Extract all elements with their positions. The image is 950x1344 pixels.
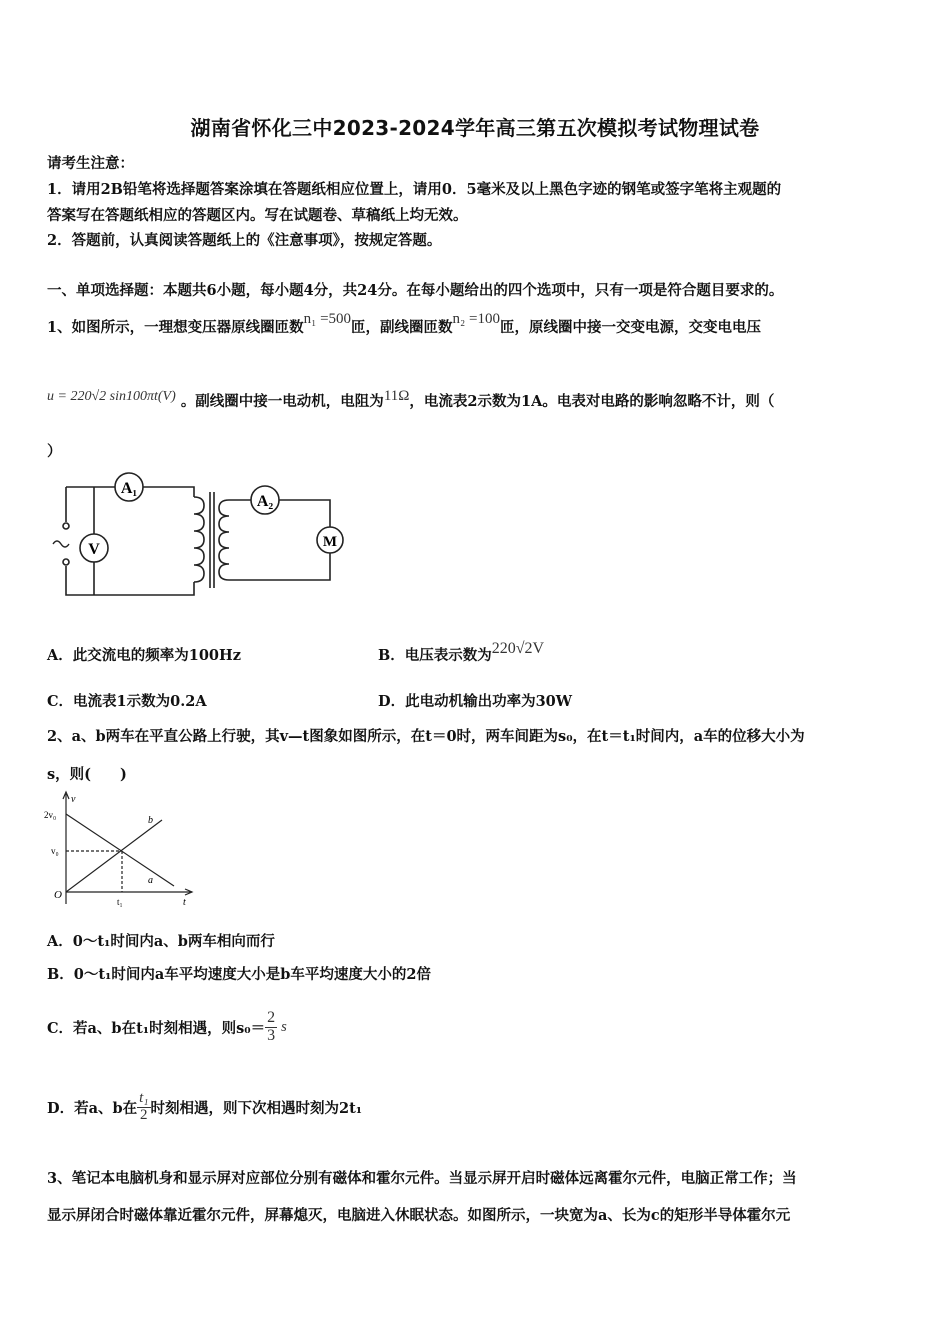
q2-option-d-num: t₁ (139, 1089, 149, 1106)
page-title: 湖南省怀化三中2023-2024学年高三第五次模拟考试物理试卷 (190, 116, 760, 140)
q2-option-c-suffix: s (281, 1018, 287, 1035)
q1-text-part5: ，电流表2示数为1A。电表对电路的影响忽略不计，则（ (409, 393, 775, 410)
q1-formula: u = 220√2 sin100πt(V) (47, 389, 176, 404)
tick-2v0: 2v₀ (44, 810, 57, 820)
q1-option-d: D．此电动机输出功率为30W (378, 693, 573, 710)
q1-n1: n₁ =500 (303, 311, 352, 327)
notice-line-1: 1．请用2B铅笔将选择题答案涂填在答题纸相应位置上，请用0．5毫米及以上黑色字迹的钢笔或签字笔将主观题的 (47, 181, 782, 198)
tick-v0: v₀ (51, 846, 59, 856)
q2-option-d-text: D．若a、b在 (47, 1099, 138, 1117)
ammeter-1-label: A₁ (120, 480, 138, 497)
q2-option-c-text: C．若a、b在t₁时刻相遇，则s₀＝ (47, 1019, 266, 1037)
section-heading: 一、单项选择题：本题共6小题，每小题4分，共24分。在每小题给出的四个选项中，只有一项是符合题目要求的。 (47, 282, 784, 299)
q1-option-b (378, 640, 545, 665)
q2-option-d (47, 1084, 362, 1130)
q2-option-d-den: 2 (140, 1106, 148, 1123)
q1-line-2 (47, 390, 774, 411)
q2-option-a: A．0～t₁时间内a、b两车相向而行 (47, 933, 275, 950)
tick-t1: t₁ (117, 897, 123, 907)
q3-line-1: 3、笔记本电脑机身和显示屏对应部位分别有磁体和霍尔元件。当显示屏开启时磁体远离霍尔元件，电脑正常工作；当 (47, 1170, 797, 1187)
q2-option-c-fraction (265, 1010, 277, 1045)
q1-resistance: 11Ω (383, 388, 410, 404)
q1-option-c: C．电流表1示数为0.2A (47, 693, 207, 710)
q1-n2: n₂ =100 (452, 311, 500, 327)
ammeter-2-label: A₂ (256, 493, 274, 510)
series-a-label: a (148, 875, 153, 886)
q2-option-d-fraction (137, 1091, 150, 1124)
notice-line-2: 答案写在答题纸相应的答题区内。写在试题卷、草稿纸上均无效。 (47, 207, 468, 224)
q1-text-part2: 匝，副线圈匝数 (351, 319, 453, 336)
ac-source-icon (53, 541, 69, 547)
q1-text-part4: 。副线圈中接一电动机，电阻为 (180, 393, 384, 410)
q1-line-1 (47, 311, 761, 337)
q1-close-paren: ） (47, 443, 62, 460)
axis-t-label: t (183, 897, 186, 908)
q1-text-part3: 匝，原线圈中接一交变电源，交变电电压 (500, 319, 761, 336)
motor-label: M (322, 534, 338, 550)
q2-option-c-den: 3 (267, 1026, 276, 1044)
q1-option-b-value: 220√2V (491, 640, 545, 657)
line-a (66, 814, 174, 886)
notice-heading: 请考生注意： (47, 155, 134, 172)
q1-option-b-text: B．电压表示数为 (378, 647, 492, 664)
q1-option-a: A．此交流电的频率为100Hz (47, 647, 241, 664)
q2-option-d-suffix: 时刻相遇，则下次相遇时刻为2t₁ (150, 1099, 363, 1117)
q3-line-2: 显示屏闭合时磁体靠近霍尔元件，屏幕熄灭，电脑进入休眠状态。如图所示，一块宽为a、长为c的矩形半导体霍尔元 (47, 1207, 791, 1224)
q2-line-1: 2、a、b两车在平直公路上行驶，其v—t图象如图所示，在t＝0时，两车间距为s₀，在t＝t₁时间内，a车的位移大小为 (47, 728, 805, 745)
q1-text-part1: 1、如图所示，一理想变压器原线圈匝数 (47, 319, 304, 336)
q2-line-2: s，则( ) (47, 766, 127, 783)
q2-vt-graph (44, 788, 204, 912)
q1-circuit-diagram (48, 470, 358, 600)
origin-label: O (54, 889, 62, 901)
q2-option-c-num: 2 (267, 1008, 276, 1026)
q2-option-b: B．0～t₁时间内a车平均速度大小是b车平均速度大小的2倍 (47, 966, 432, 983)
series-b-label: b (148, 815, 153, 826)
q2-option-c (47, 1004, 287, 1050)
axis-v-label: v (71, 794, 76, 805)
voltmeter-label: V (88, 541, 100, 558)
notice-line-3: 2．答题前，认真阅读答题纸上的《注意事项》，按规定答题。 (47, 232, 442, 249)
